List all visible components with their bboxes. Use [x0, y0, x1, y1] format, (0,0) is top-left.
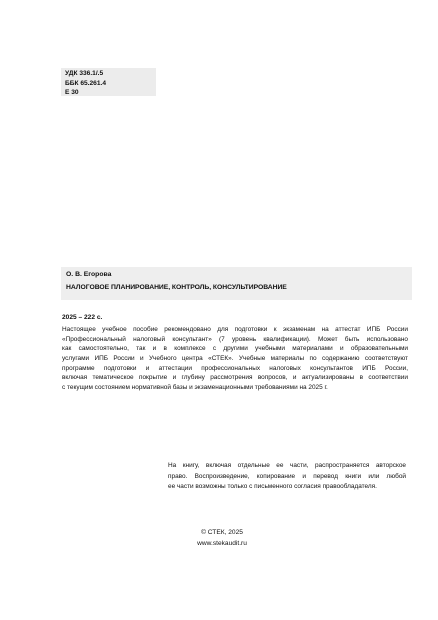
book-title: НАЛОГОВОЕ ПЛАНИРОВАНИЕ, КОНТРОЛЬ, КОНСУЛЬТИРОВАНИЕ — [66, 284, 287, 291]
annotation-line: включая тематическое покрытие и глубину рассмотрения вопросов, и актуализированы в соответствии — [62, 374, 408, 382]
author-mark: Е 30 — [65, 89, 79, 97]
annotation-line: «Профессиональный налоговый консультант» (7 уровень квалификации). Может быть использовано — [62, 335, 408, 343]
author-name: О. В. Егорова — [66, 271, 112, 278]
copyright-notice — [168, 461, 406, 493]
title-block — [61, 267, 412, 300]
bbk-code: ББК 65.261.4 — [65, 79, 107, 87]
annotation-line: услугами ИПБ России и Учебного центра «СТЕК». Учебные материалы по содержанию соответствуют — [62, 355, 408, 363]
classification-codes — [61, 68, 156, 96]
footer — [0, 528, 438, 549]
publisher-copyright: © СТЕК, 2025 — [201, 529, 243, 536]
copyright-notice-line: ее части возможны только с письменного согласия правообладателя. — [168, 483, 377, 491]
copyright-notice-line: право. Воспроизведение, копирование и перевод книги или любой — [168, 472, 406, 480]
year-pages: 2025 – 222 с. — [62, 314, 103, 321]
annotation-line: Настоящее учебное пособие рекомендовано для подготовки к экзаменам на аттестат ИПБ России — [62, 326, 408, 333]
annotation-line: программе подготовки и аттестации профессиональных налоговых консультантов ИПБ России, — [62, 364, 408, 372]
annotation-line: как самостоятельно, так и в комплексе с другими учебными материалами и образовательными — [62, 345, 408, 353]
publisher-website: www.stekaudit.ru — [197, 539, 247, 547]
udk-code: УДК 336.1/.5 — [65, 70, 104, 77]
annotation — [62, 325, 408, 393]
annotation-line: с текущим состоянием нормативной базы и экзаменационными требованиями на 2025 г. — [62, 384, 328, 392]
copyright-notice-line: На книгу, включая отдельные ее части, распространяется авторское — [168, 462, 406, 469]
